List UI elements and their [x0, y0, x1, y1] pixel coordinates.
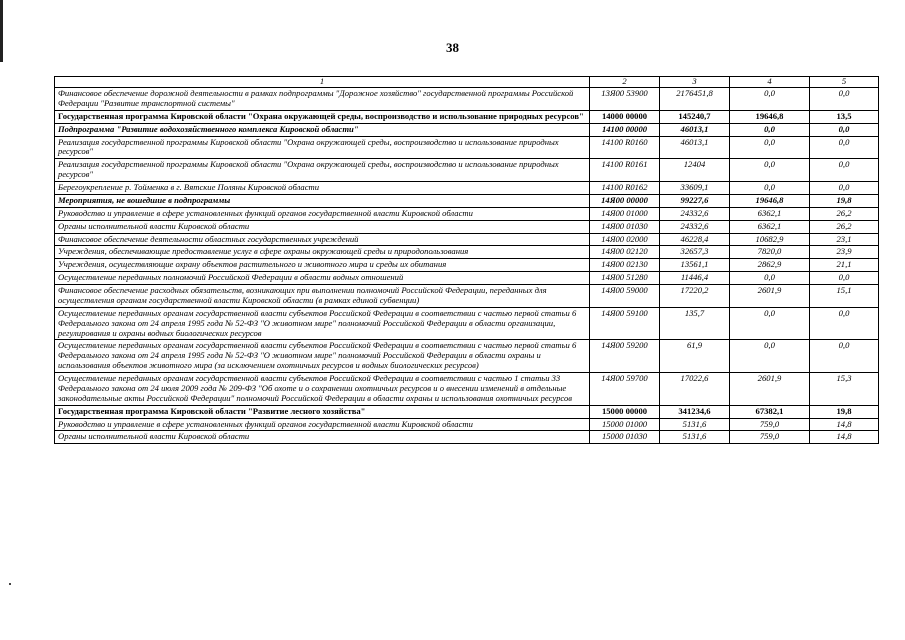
row-value-executed: 759,0: [730, 418, 810, 431]
row-value-percent: 21,1: [810, 259, 879, 272]
row-value-executed: 0,0: [730, 123, 810, 136]
header-col-2: 2: [590, 77, 660, 88]
row-name: Государственная программа Кировской области "Развитие лесного хозяйства": [55, 405, 590, 418]
table-row: [55, 220, 879, 233]
row-value-executed: 19646,8: [730, 110, 810, 123]
row-value-percent: 0,0: [810, 272, 879, 285]
table-row: [55, 285, 879, 308]
header-col-3: 3: [660, 77, 730, 88]
row-code: 14Я00 00000: [590, 194, 660, 207]
row-name: Государственная программа Кировской области "Охрана окружающей среды, воспроизводство и использование природных ресурсов": [55, 110, 590, 123]
row-value-percent: 14,8: [810, 418, 879, 431]
row-name: Осуществление переданных органам государственной власти субъектов Российской Федерации в соответствии с частью первой статьи 6 Федерального закона от 24 апреля 1995 года № 52-ФЗ "О животном мире" полномочий Российской Федерации в области организации, регулирования и охраны водных биологических ресурсов: [55, 307, 590, 340]
row-value-percent: 13,5: [810, 110, 879, 123]
row-name: Руководство и управление в сфере установленных функций органов государственной власти Кировской области: [55, 418, 590, 431]
table-row: [55, 110, 879, 123]
table-row: [55, 182, 879, 195]
row-value-executed: 2601,9: [730, 373, 810, 406]
row-value-approved: 13561,1: [660, 259, 730, 272]
header-col-4: 4: [730, 77, 810, 88]
row-value-executed: 2862,9: [730, 259, 810, 272]
row-value-executed: 0,0: [730, 88, 810, 111]
row-value-approved: 145240,7: [660, 110, 730, 123]
row-name: Осуществление переданных органам государственной власти субъектов Российской Федерации в соответствии с частью 1 статьи 33 Федерального закона от 24 июля 2009 года № 209-ФЗ "Об охоте и о сохранении охотничьих ресурсов и о внесении изменений в отдельные законодательные акты Российской Федерации" полномочий Российской Федерации в области охраны и использования охотничьих ресурсов: [55, 373, 590, 406]
row-name: Руководство и управление в сфере установленных функций органов государственной власти Кировской области: [55, 207, 590, 220]
row-name: Берегоукрепление р. Тойменка в г. Вятские Поляны Кировской области: [55, 182, 590, 195]
row-value-approved: 135,7: [660, 307, 730, 340]
row-code: 15000 00000: [590, 405, 660, 418]
row-code: 14Я00 59000: [590, 285, 660, 308]
table-row: [55, 373, 879, 406]
row-name: Осуществление переданных органам государственной власти субъектов Российской Федерации в соответствии с частью первой статьи 6 Федерального закона от 24 апреля 1995 года № 52-ФЗ "О животном мире" полномочий Российской Федерации в области охраны и использования объектов животного мира (за исключением охотничьих ресурсов и водных биологических ресурсов): [55, 340, 590, 373]
row-name: Органы исполнительной власти Кировской области: [55, 431, 590, 444]
row-value-executed: 0,0: [730, 307, 810, 340]
row-code: 14Я00 51280: [590, 272, 660, 285]
table-row: [55, 418, 879, 431]
row-code: 14000 00000: [590, 110, 660, 123]
row-value-executed: 0,0: [730, 136, 810, 159]
row-name: Финансовое обеспечение дорожной деятельности в рамках подпрограммы "Дорожное хозяйство" государственной программы Российской Федерации "Развитие транспортной системы": [55, 88, 590, 111]
row-value-percent: 23,9: [810, 246, 879, 259]
row-code: 14100 R0160: [590, 136, 660, 159]
row-value-approved: 17022,6: [660, 373, 730, 406]
row-value-executed: 7820,0: [730, 246, 810, 259]
row-code: 14100 00000: [590, 123, 660, 136]
row-value-executed: 10682,9: [730, 233, 810, 246]
row-name: Учреждения, осуществляющие охрану объектов растительного и животного мира и среды их обитания: [55, 259, 590, 272]
row-value-approved: 5131,6: [660, 431, 730, 444]
table-row: [55, 431, 879, 444]
row-value-executed: 759,0: [730, 431, 810, 444]
row-value-approved: 2176451,8: [660, 88, 730, 111]
row-value-executed: 67382,1: [730, 405, 810, 418]
table-row: [55, 272, 879, 285]
header-row: [55, 77, 879, 88]
row-value-approved: 5131,6: [660, 418, 730, 431]
row-value-approved: 46228,4: [660, 233, 730, 246]
row-value-percent: 15,3: [810, 373, 879, 406]
row-code: 14Я00 02120: [590, 246, 660, 259]
table-row: [55, 246, 879, 259]
row-value-executed: 0,0: [730, 182, 810, 195]
row-value-approved: 99227,6: [660, 194, 730, 207]
table-row: [55, 194, 879, 207]
row-value-executed: 0,0: [730, 340, 810, 373]
row-value-executed: 6362,1: [730, 207, 810, 220]
row-value-approved: 33609,1: [660, 182, 730, 195]
row-name: Реализация государственной программы Кировской области "Охрана окружающей среды, воспроизводство и использование природных ресурсов": [55, 136, 590, 159]
row-value-approved: 12404: [660, 159, 730, 182]
row-code: 13Я00 53900: [590, 88, 660, 111]
row-name: Финансовое обеспечение расходных обязательств, возникающих при выполнении полномочий Российской Федерации, переданных для осуществления органам государственной власти Кировской области (в рамках единой субвенции): [55, 285, 590, 308]
row-value-percent: 26,2: [810, 207, 879, 220]
row-value-percent: 14,8: [810, 431, 879, 444]
row-value-percent: 0,0: [810, 159, 879, 182]
row-value-approved: 46013,1: [660, 123, 730, 136]
row-value-executed: 6362,1: [730, 220, 810, 233]
row-code: 15000 01000: [590, 418, 660, 431]
row-code: 15000 01030: [590, 431, 660, 444]
budget-table: [54, 76, 879, 444]
table-row: [55, 259, 879, 272]
table-row: [55, 88, 879, 111]
table-row: [55, 233, 879, 246]
row-value-percent: 15,1: [810, 285, 879, 308]
row-name: Учреждения, обеспечивающие предоставление услуг в сфере охраны окружающей среды и природопользования: [55, 246, 590, 259]
row-code: 14Я00 02130: [590, 259, 660, 272]
row-value-percent: 0,0: [810, 340, 879, 373]
row-name: Мероприятия, не вошедшие в подпрограммы: [55, 194, 590, 207]
table-row: [55, 307, 879, 340]
row-value-approved: 341234,6: [660, 405, 730, 418]
row-value-percent: 0,0: [810, 182, 879, 195]
row-value-percent: 0,0: [810, 88, 879, 111]
row-value-approved: 24332,6: [660, 207, 730, 220]
row-value-approved: 46013,1: [660, 136, 730, 159]
table-row: [55, 340, 879, 373]
page-number: 38: [446, 40, 459, 55]
row-name: Финансовое обеспечение деятельности областных государственных учреждений: [55, 233, 590, 246]
row-value-executed: 0,0: [730, 159, 810, 182]
table-row: [55, 136, 879, 159]
row-value-approved: 24332,6: [660, 220, 730, 233]
row-value-approved: 32657,3: [660, 246, 730, 259]
row-value-executed: 2601,9: [730, 285, 810, 308]
header-col-5: 5: [810, 77, 879, 88]
row-code: 14Я00 59200: [590, 340, 660, 373]
row-value-approved: 11446,4: [660, 272, 730, 285]
row-name: Подпрограмма "Развитие водохозяйственного комплекса Кировской области": [55, 123, 590, 136]
row-name: Осуществление переданных полномочий Российской Федерации в области водных отношений: [55, 272, 590, 285]
scan-artifact: [9, 583, 11, 585]
row-code: 14100 R0161: [590, 159, 660, 182]
row-code: 14Я00 59700: [590, 373, 660, 406]
row-name: Реализация государственной программы Кировской области "Охрана окружающей среды, воспроизводство и использование природных ресурсов": [55, 159, 590, 182]
row-value-percent: 23,1: [810, 233, 879, 246]
row-name: Органы исполнительной власти Кировской области: [55, 220, 590, 233]
row-value-approved: 61,9: [660, 340, 730, 373]
row-value-executed: 19646,8: [730, 194, 810, 207]
row-value-executed: 0,0: [730, 272, 810, 285]
row-value-percent: 0,0: [810, 136, 879, 159]
row-value-percent: 0,0: [810, 307, 879, 340]
table-row: [55, 207, 879, 220]
row-value-percent: 19,8: [810, 405, 879, 418]
row-code: 14Я00 59100: [590, 307, 660, 340]
row-value-approved: 17220,2: [660, 285, 730, 308]
row-value-percent: 26,2: [810, 220, 879, 233]
header-col-1: 1: [55, 77, 590, 88]
row-code: 14Я00 02000: [590, 233, 660, 246]
row-code: 14Я00 01030: [590, 220, 660, 233]
table-row: [55, 159, 879, 182]
row-code: 14100 R0162: [590, 182, 660, 195]
row-value-percent: 0,0: [810, 123, 879, 136]
table-row: [55, 405, 879, 418]
row-value-percent: 19,8: [810, 194, 879, 207]
row-code: 14Я00 01000: [590, 207, 660, 220]
table-row: [55, 123, 879, 136]
